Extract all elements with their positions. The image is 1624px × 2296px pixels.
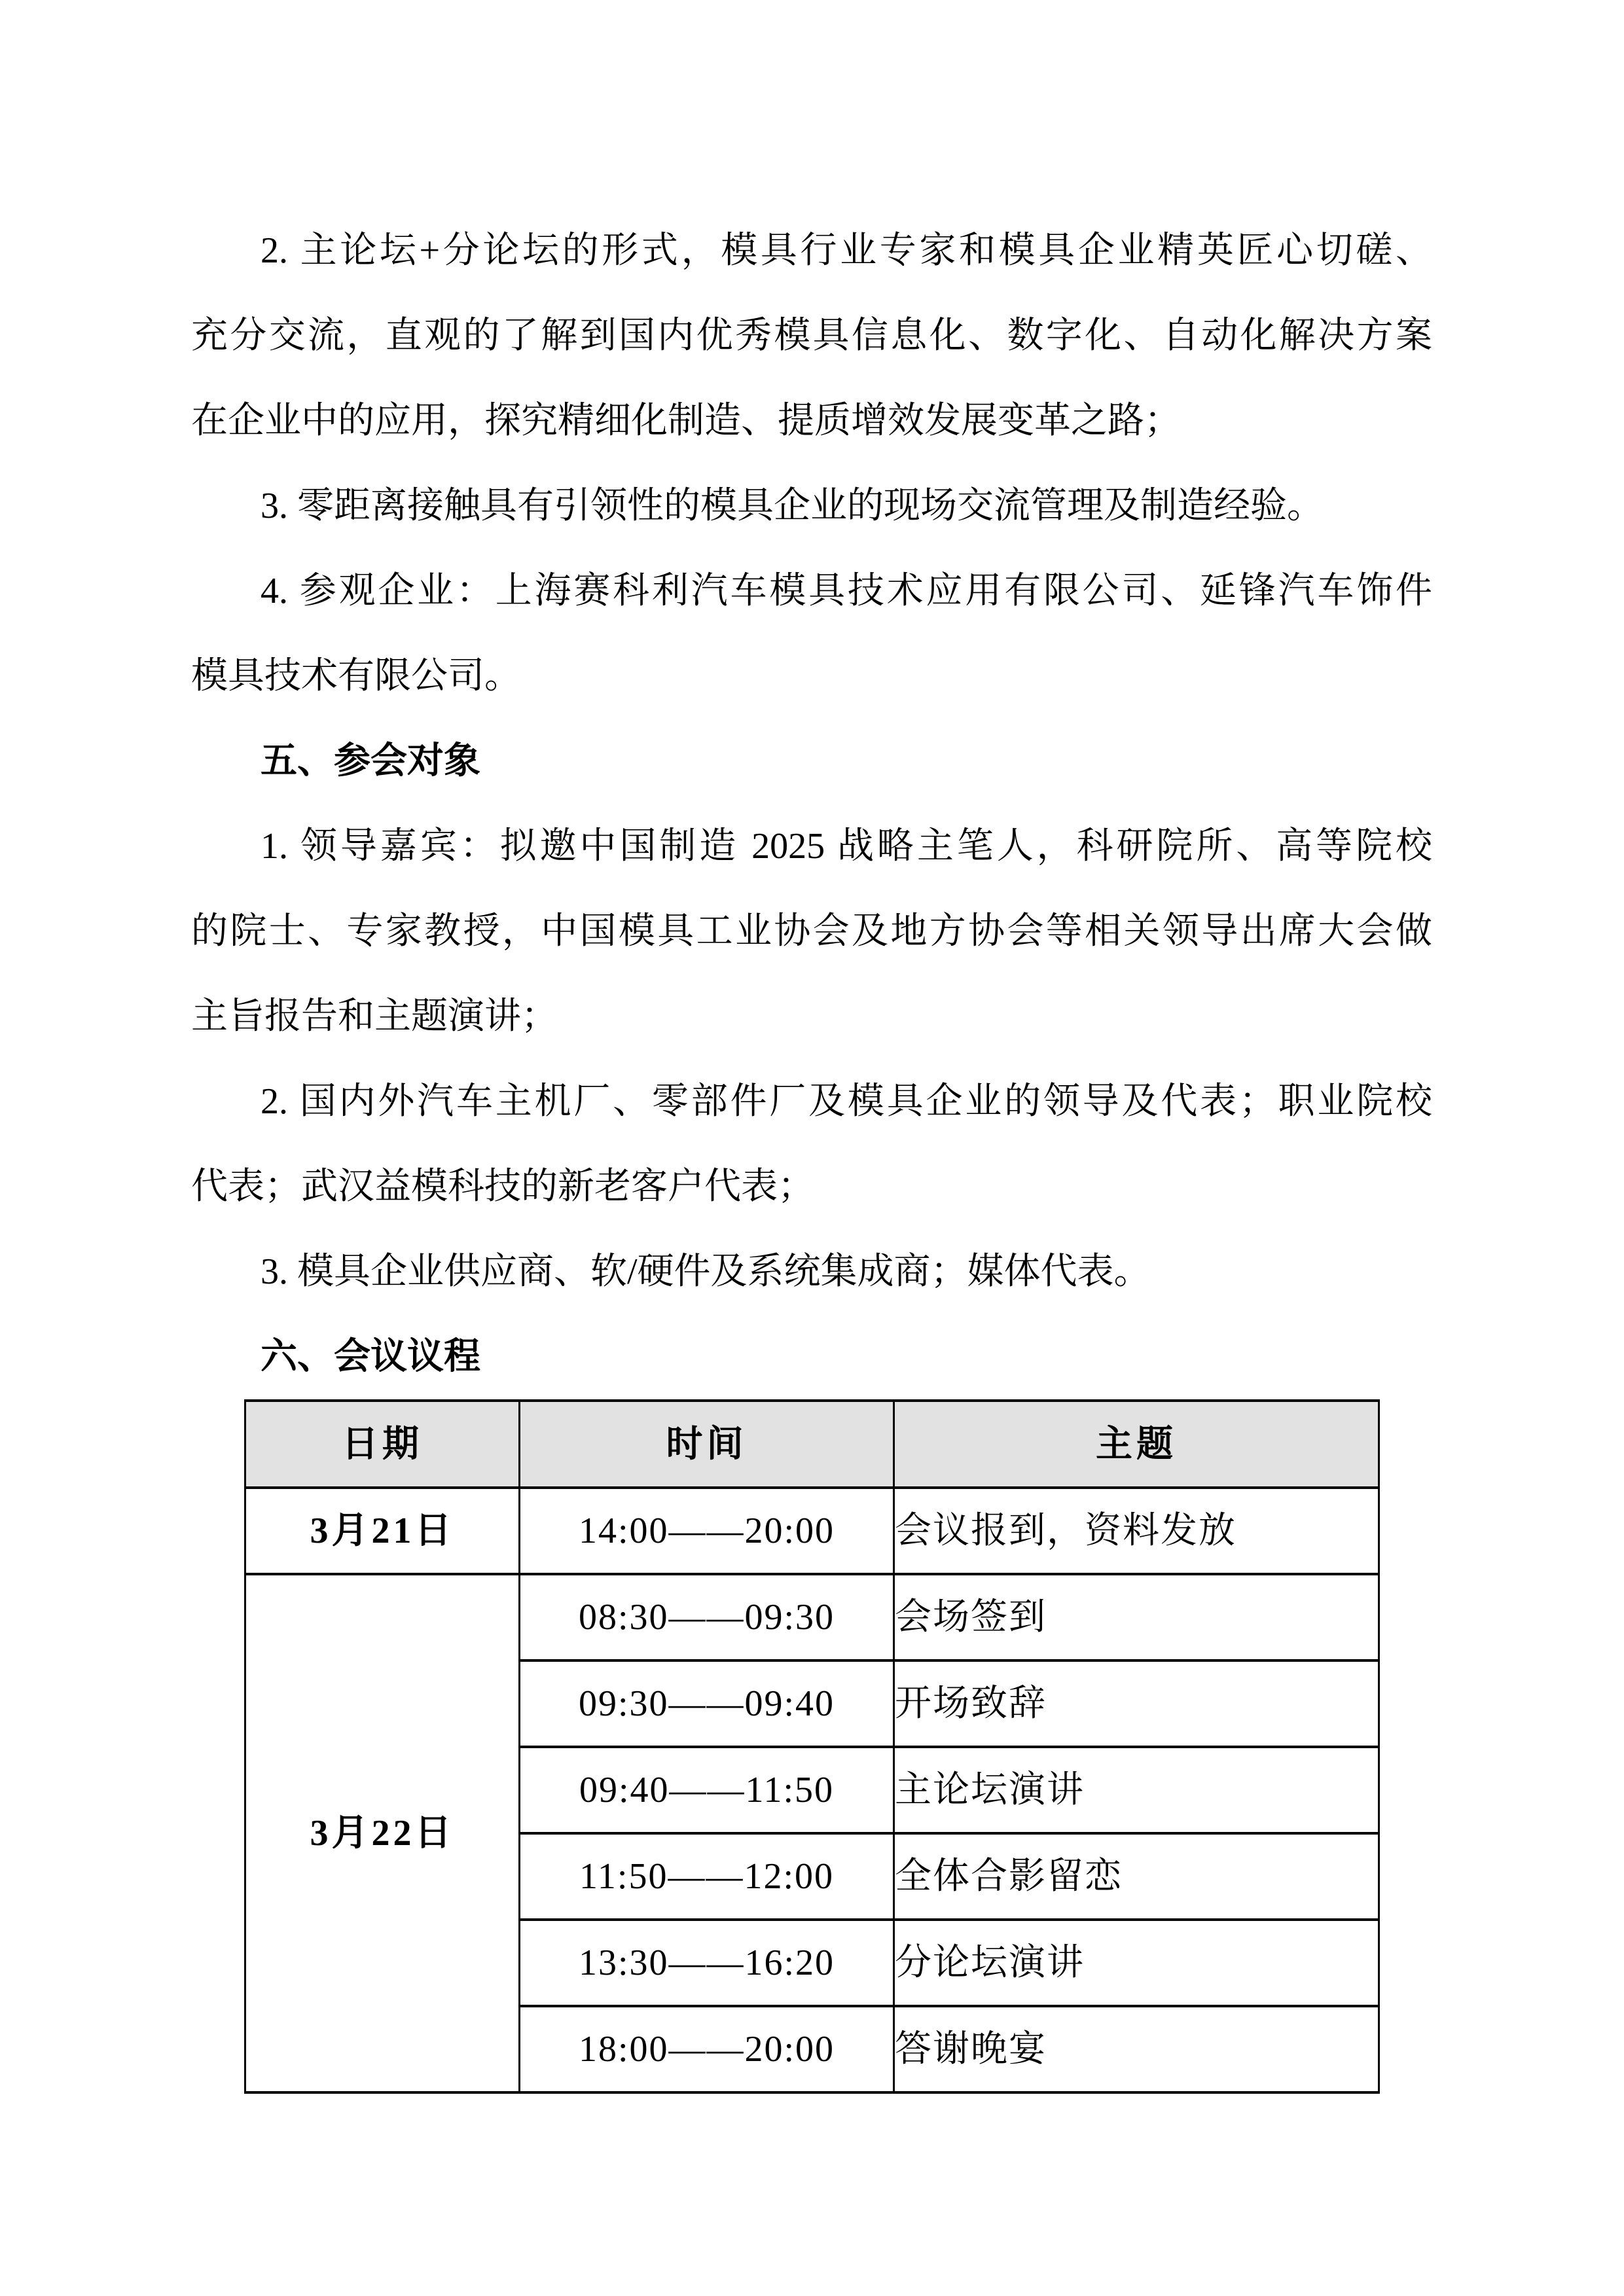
paragraph-line: 在企业中的应用，探究精细化制造、提质增效发展变革之路； <box>191 401 1181 441</box>
time-cell: 11:50——12:00 <box>520 1833 894 1920</box>
time-cell: 13:30——16:20 <box>520 1920 894 2006</box>
topic-cell: 分论坛演讲 <box>894 1920 1379 2006</box>
section-heading-agenda: 六、会议议程 <box>261 1336 480 1377</box>
topic-cell: 主论坛演讲 <box>894 1747 1379 1833</box>
topic-cell: 会场签到 <box>894 1574 1379 1660</box>
section-attendees <box>191 719 1432 1314</box>
topic-cell: 开场致辞 <box>894 1660 1379 1747</box>
section-visit-info <box>191 208 1432 719</box>
header-cell-date: 日期 <box>245 1401 520 1488</box>
paragraph-line: 3. 零距离接触具有引领性的模具企业的现场交流管理及制造经验。 <box>261 486 1324 526</box>
paragraph-line: 模具技术有限公司。 <box>191 656 521 696</box>
document-body <box>191 208 1432 2094</box>
time-cell: 09:30——09:40 <box>520 1660 894 1747</box>
topic-cell: 全体合影留恋 <box>894 1833 1379 1920</box>
paragraph-line: 4. 参观企业：上海赛科利汽车模具技术应用有限公司、延锋汽车饰件 <box>261 571 1432 611</box>
paragraph-line: 2. 国内外汽车主机厂、零部件厂及模具企业的领导及代表；职业院校 <box>261 1081 1432 1122</box>
topic-cell: 答谢晚宴 <box>894 2006 1379 2092</box>
paragraph-line: 2. 主论坛+分论坛的形式，模具行业专家和模具企业精英匠心切磋、 <box>261 230 1432 271</box>
date-cell: 3月21日 <box>245 1488 520 1574</box>
section-agenda <box>191 1314 1432 2094</box>
paragraph-line: 充分交流，直观的了解到国内优秀模具信息化、数字化、自动化解决方案 <box>191 315 1432 356</box>
header-cell-time: 时间 <box>520 1401 894 1488</box>
section-heading-attendees: 五、参会对象 <box>261 741 480 781</box>
date-cell: 3月22日 <box>245 1574 520 2092</box>
paragraph-line: 1. 领导嘉宾：拟邀中国制造 2025 战略主笔人，科研院所、高等院校 <box>261 826 1432 867</box>
agenda-table-header-row <box>245 1401 1379 1488</box>
paragraph-line: 的院士、专家教授，中国模具工业协会及地方协会等相关领导出席大会做 <box>191 911 1432 952</box>
time-cell: 18:00——20:00 <box>520 2006 894 2092</box>
agenda-row <box>245 1574 1379 1660</box>
agenda-row <box>245 1488 1379 1574</box>
time-cell: 09:40——11:50 <box>520 1747 894 1833</box>
paragraph-line: 主旨报告和主题演讲； <box>191 996 558 1037</box>
agenda-table <box>244 1399 1380 2094</box>
header-cell-topic: 主题 <box>894 1401 1379 1488</box>
time-cell: 08:30——09:30 <box>520 1574 894 1660</box>
topic-cell: 会议报到，资料发放 <box>894 1488 1379 1574</box>
paragraph-line: 3. 模具企业供应商、软/硬件及系统集成商；媒体代表。 <box>261 1251 1151 1292</box>
time-cell: 14:00——20:00 <box>520 1488 894 1574</box>
paragraph-line: 代表；武汉益模科技的新老客户代表； <box>191 1166 814 1207</box>
